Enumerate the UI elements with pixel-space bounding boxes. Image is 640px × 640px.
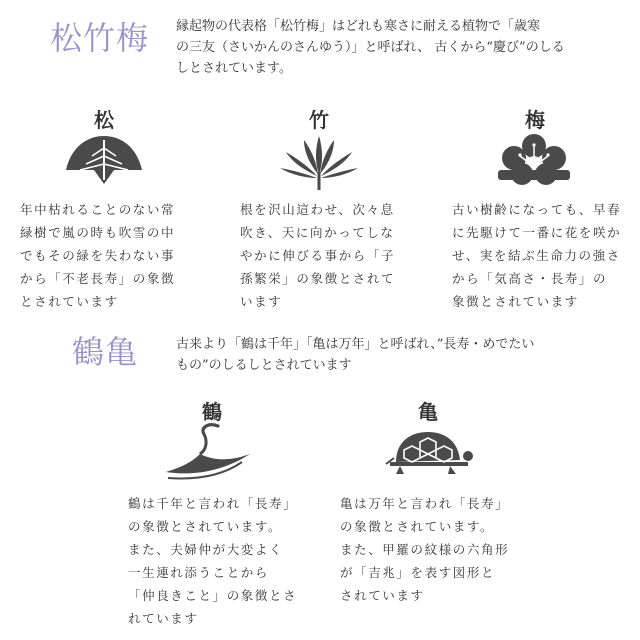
desc-line: 古い樹齢になっても、早春 xyxy=(452,202,622,217)
desc-line: れています xyxy=(128,611,199,626)
item-title-turtle: 亀 xyxy=(418,400,438,424)
turtle-icon xyxy=(384,428,474,476)
bamboo-icon xyxy=(276,132,362,192)
desc-line: とされています xyxy=(20,294,119,309)
desc-line: また、夫婦仲が大変よく xyxy=(128,542,284,557)
item-title-crane: 鶴 xyxy=(202,400,222,424)
desc-line: の象徴とされています。 xyxy=(128,519,283,534)
intro-line: 縁起物の代表格「松竹梅」はどれも寒さに耐える植物で「歳寒 xyxy=(176,19,541,34)
item-desc-bamboo xyxy=(240,198,395,313)
section-title-shochikubai: 松竹梅 xyxy=(50,19,150,57)
intro-line: 古来より「鶴は千年」「亀は万年」と呼ばれ、”長寿・めでたい xyxy=(176,337,535,352)
desc-line: また、甲羅の紋様の六角形 xyxy=(340,542,510,557)
plum-blossom-icon xyxy=(494,132,574,188)
desc-line: でもその緑を失わない事 xyxy=(20,248,176,263)
section-title-tsurukame: 鶴亀 xyxy=(72,333,139,371)
intro-line: もの”のしるしとされています xyxy=(176,358,352,373)
section-intro-tsurukame xyxy=(176,334,534,376)
item-title-plum: 梅 xyxy=(525,108,545,132)
intro-line: の三友（さいかんのさんゆう）」と呼ばれ、 古くから“慶び”のしる xyxy=(176,40,565,55)
item-desc-turtle xyxy=(340,492,509,607)
desc-line: 年中枯れることのない常 xyxy=(20,202,176,217)
desc-line: 「仲良きこと」の象徴とさ xyxy=(128,588,298,603)
pine-icon xyxy=(64,134,144,186)
item-desc-pine xyxy=(20,198,175,313)
item-title-pine: 松 xyxy=(94,108,114,132)
desc-line: 吹き、天に向かってしな xyxy=(240,225,395,240)
section-intro-shochikubai xyxy=(176,16,565,79)
desc-line: 孫繁栄」の象徴とされて xyxy=(240,271,396,286)
desc-line: 亀は万年と言われ「長寿」 xyxy=(340,496,510,511)
desc-line: 一生連れ添うことから xyxy=(128,565,270,580)
item-desc-plum xyxy=(452,198,621,313)
crane-icon xyxy=(160,420,260,482)
desc-line: 象徴とされています xyxy=(452,294,579,309)
desc-line: 鶴は千年と言われ「長寿」 xyxy=(128,496,298,511)
desc-line: が「吉兆」を表す図形と xyxy=(340,565,496,580)
item-title-bamboo: 竹 xyxy=(309,108,329,132)
desc-line: から「気高さ・長寿」の xyxy=(452,271,608,286)
intro-line: しとされています。 xyxy=(176,61,292,76)
desc-line: 緑樹で嵐の時も吹雪の中 xyxy=(20,225,176,240)
desc-line: の象徴とされています。 xyxy=(340,519,495,534)
item-desc-crane xyxy=(128,492,297,630)
desc-line: せ、実を結ぶ生命力の強さ xyxy=(452,248,621,263)
desc-line: されています xyxy=(340,588,425,603)
desc-line: から「不老長寿」の象徴 xyxy=(20,271,176,286)
desc-line: 根を沢山這わせ、次々息 xyxy=(240,202,395,217)
desc-line: やかに伸びる事から「子 xyxy=(240,248,396,263)
desc-line: います xyxy=(240,294,283,309)
desc-line: に先駆けて一番に花を咲か xyxy=(452,225,622,240)
